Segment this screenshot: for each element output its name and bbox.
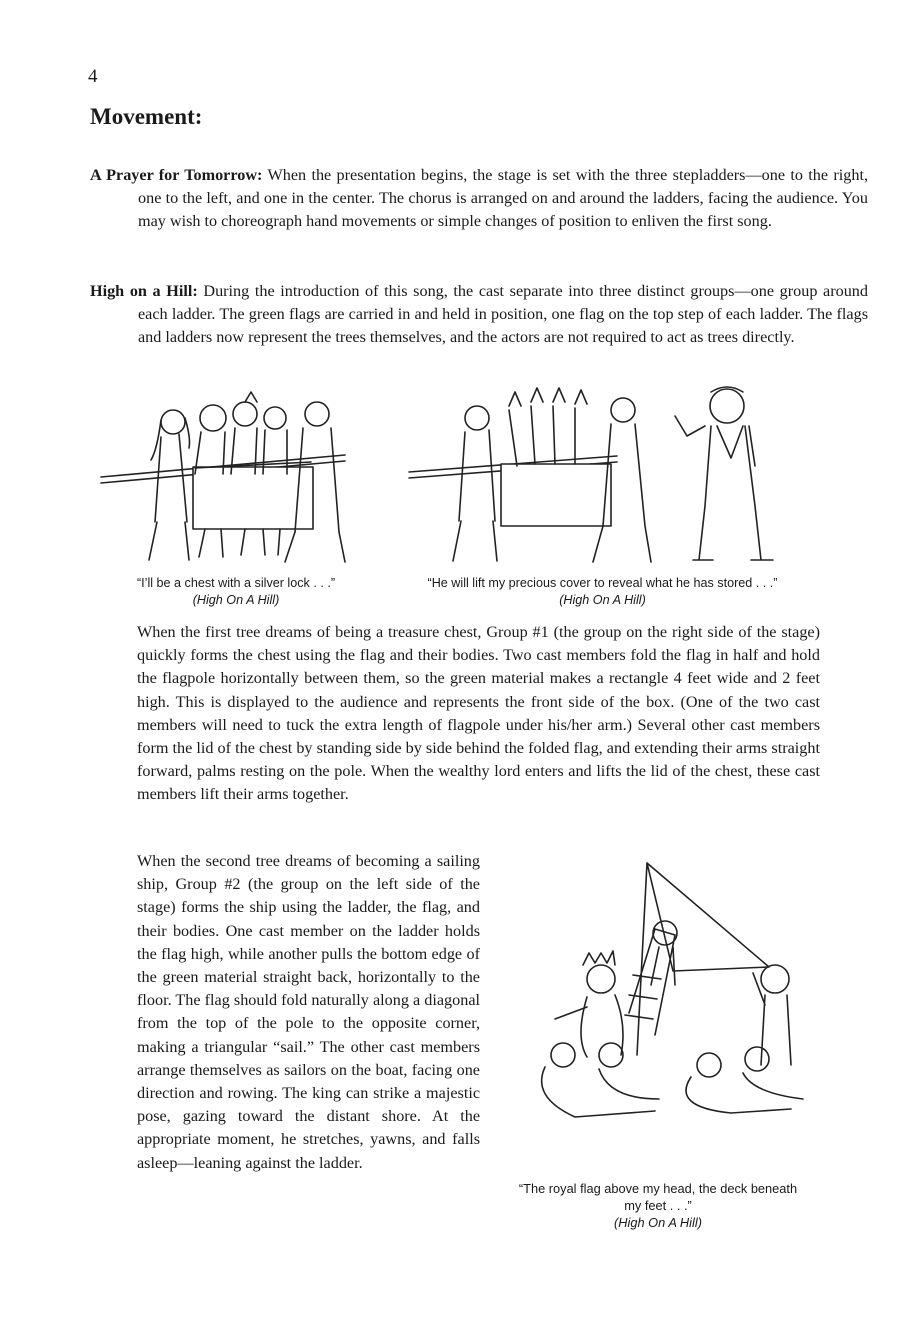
section-label: A Prayer for Tomorrow:: [90, 166, 263, 184]
section-prayer-for-tomorrow: [90, 164, 868, 234]
section-high-on-a-hill: [90, 280, 868, 350]
caption-text: “I’ll be a chest with a silver lock . . .”: [136, 576, 336, 590]
caption-source: (High On A Hill): [614, 1215, 702, 1230]
page-heading: Movement:: [90, 104, 203, 129]
ship-illustration: [525, 855, 815, 1125]
section-label: High on a Hill:: [90, 282, 198, 300]
section-text: During the introduction of this song, the cast separate into three distinct groups—one group around each ladder. The green flags are carried in and held in position, one flag on the top step of each ladder. The flags and ladders now represent the trees themselves, and the actors are not required to act as trees directly.: [138, 282, 868, 347]
lifted-lid-illustration: [405, 376, 785, 572]
caption-text: “He will lift my precious cover to reveal what he has stored . . .”: [427, 576, 778, 590]
caption-source: (High On A Hill): [192, 593, 280, 607]
caption-text: “The royal flag above my head, the deck beneath my feet . . .”: [518, 1181, 798, 1213]
section-text: When the presentation begins, the stage is set with the three stepladders—one to the right, one to the left, and one in the center. The chorus is arranged on and around the ladders, facing the audience. You may wish to choreograph hand movements or simple changes of position to enliven the first song.: [138, 166, 868, 231]
ship-paragraph: When the second tree dreams of becoming a sailing ship, Group #2 (the group on the left side of the stage) forms the ship using the ladder, the flag, and their bodies. One cast member on the ladder holds the flag high, while another pulls the bottom edge of the green material straight back, horizontally to the floor. The flag should fold naturally along a diagonal from the top of the pole to the opposite corner, making a triangular “sail.” The other cast members arrange themselves as sailors on the boat, facing one direction and rowing. The king can strike a majestic pose, gazing toward the distant shore. At the appropriate moment, he stretches, yawns, and falls asleep—leaning against the ladder.: [137, 852, 480, 1172]
figure-caption: [512, 1180, 804, 1231]
chest-paragraph: When the first tree dreams of being a treasure chest, Group #1 (the group on the right side of the stage) quickly forms the chest using the flag and their bodies. Two cast members fold the flag in half and hold the flagpole horizontally between them, so the green material makes a rectangle 4 feet wide and 2 feet high. This is displayed to the audience and represents the front side of the box. (One of the two cast members will need to tuck the extra length of flagpole under his/her arm.) Several other cast members form the lid of the chest by standing side by side behind the folded flag, and extending their arms straight forward, palms resting on the pole. When the wealthy lord enters and lifts the lid of the chest, these cast members lift their arms together.: [137, 623, 820, 804]
caption-source: (High On A Hill): [559, 593, 646, 607]
page-number: 4: [88, 66, 98, 87]
figure-caption: [100, 575, 372, 609]
chest-illustration: [95, 382, 360, 572]
figure-caption: [380, 575, 825, 609]
